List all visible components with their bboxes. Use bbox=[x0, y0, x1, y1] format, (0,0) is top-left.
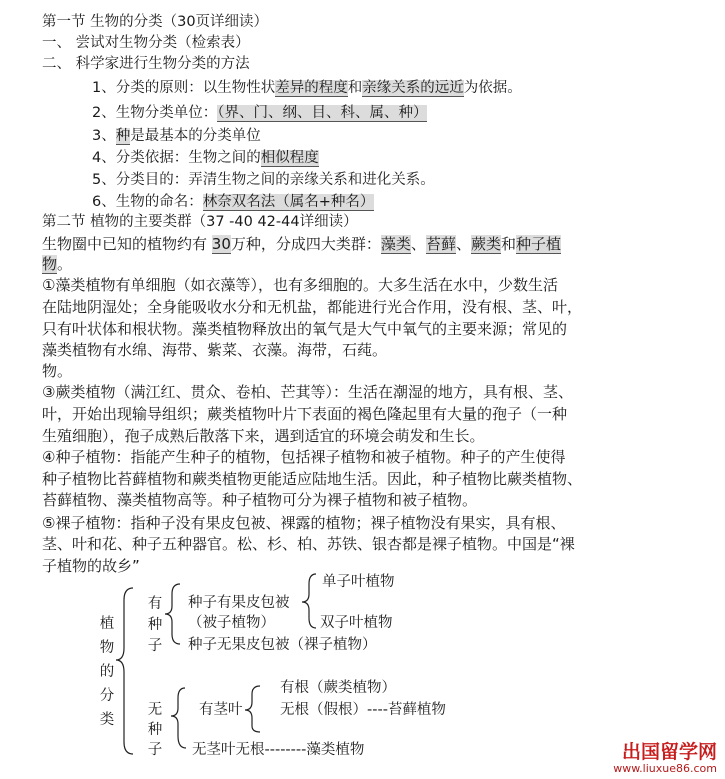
intro-text: 万种，分成四大类群： bbox=[230, 235, 381, 253]
p1-line: 只有叶状体和根状物。藻类植物释放出的氧气是大气中氧气的主要来源；常见的 bbox=[42, 320, 568, 338]
highlight-term: 藻类 bbox=[380, 235, 411, 253]
brace-seed bbox=[165, 584, 180, 644]
point-text: 5、分类目的：弄清生物之间的亲缘关系和进化关系。 bbox=[92, 172, 435, 188]
p4-line: ④种子植物：指能产生种子的植物，包括裸子植物和被子植物。种子的产生使得 bbox=[42, 448, 566, 466]
tree-seed-char: 有 bbox=[147, 596, 163, 612]
highlight-term: 相似程度 bbox=[260, 150, 319, 166]
highlight-term: 物 bbox=[42, 255, 58, 273]
point-text: 6、生物的命名： bbox=[92, 194, 203, 210]
tree-di: 双子叶植物 bbox=[320, 615, 393, 631]
tree-roots: 有根（蕨类植物） bbox=[280, 680, 396, 696]
brace-stem bbox=[245, 686, 260, 732]
brace-covered bbox=[302, 574, 316, 628]
highlight-term: 蕨类 bbox=[470, 235, 501, 253]
p4-line: 种子植物比苔藓植物和蕨类植物更能适应陆地生活。因此，种子植物比蕨类植物、 bbox=[42, 470, 583, 488]
p3-line: 生殖细胞），孢子成熟后散落下来，遇到适宜的环境会萌发和生长。 bbox=[42, 427, 485, 445]
highlight-term: 林奈双名法（属名+种名） bbox=[202, 194, 375, 210]
tree-noroots: 无根（假根）----苔藓植物 bbox=[280, 702, 446, 718]
p5-line: ⑤裸子植物：指种子没有果皮包被、裸露的植物；裸子植物没有果实，具有根、 bbox=[42, 514, 566, 532]
watermark-url: www.liuxue86.com bbox=[613, 761, 717, 775]
watermark-name: 出国留学网 bbox=[621, 741, 717, 764]
p5-line: 子植物的故乡” bbox=[42, 557, 140, 575]
highlight-term: 苔藓 bbox=[425, 235, 456, 253]
intro-text: 、 bbox=[410, 235, 426, 253]
tree-covered: 种子有果皮包被 bbox=[188, 595, 290, 611]
section2-title: 第二节 植物的主要类群（37 -40 42-44详细读） bbox=[42, 214, 358, 230]
point-text: 1、分类的原则：以生物性状 bbox=[92, 80, 276, 96]
highlight-term: 亲缘关系的远近 bbox=[362, 80, 464, 96]
point-text: 3、 bbox=[92, 128, 116, 144]
tree-seed-char: 种 bbox=[147, 617, 163, 633]
section1-item1: 一、 尝试对生物分类（检索表） bbox=[42, 35, 250, 51]
highlight-term: 30 bbox=[211, 235, 231, 253]
highlight-term: 种 bbox=[115, 128, 131, 144]
highlight-term: 差异的程度 bbox=[275, 80, 348, 96]
point-text: 为依据。 bbox=[463, 80, 522, 96]
tree-mono: 单子叶植物 bbox=[322, 574, 395, 590]
point-text: 是最基本的分类单位 bbox=[130, 128, 261, 144]
tree-stem: 有茎叶 bbox=[199, 702, 243, 718]
brace-noseed bbox=[171, 688, 186, 748]
tree-root-char: 分 bbox=[99, 688, 115, 704]
p3-line: ③蕨类植物（满江红、贯众、卷柏、芒萁等）：生活在潮湿的地方，具有根、茎、 bbox=[42, 383, 573, 401]
point-text: 2、生物分类单位： bbox=[92, 105, 218, 121]
intro-text: 和 bbox=[500, 235, 516, 253]
p5-line: 茎、叶和花、种子五种器官。松、杉、柏、苏铁、银杏都是裸子植物。中国是“裸 bbox=[42, 535, 575, 553]
highlight-term: 种子植 bbox=[515, 235, 561, 253]
p1-line: 藻类植物有水绵、海带、紫菜、衣藻。海带，石莼。 bbox=[42, 341, 388, 359]
tree-noseed-char: 无 bbox=[147, 702, 163, 718]
tree-root-char: 的 bbox=[99, 664, 115, 680]
tree-seed-char: 子 bbox=[147, 638, 163, 654]
p1-line: ①藻类植物有单细胞（如衣藻等），也有多细胞的。大多生活在水中，少数生活 bbox=[42, 276, 558, 294]
brace-root bbox=[116, 588, 133, 754]
intro-text: 生物圈中已知的植物约有 bbox=[42, 235, 212, 253]
intro-text: 、 bbox=[455, 235, 471, 253]
section1-title: 第一节 生物的分类（30页详细读） bbox=[42, 14, 269, 30]
p3-line: 叶，开始出现输导组织；蕨类植物叶片下表面的褐色隆起里有大量的孢子（一种 bbox=[42, 405, 568, 423]
intro-text: 。 bbox=[57, 255, 73, 273]
tree-nostem: 无茎叶无根--------藻类植物 bbox=[192, 742, 365, 758]
tree-root-char: 类 bbox=[99, 712, 115, 728]
tree-noseed-char: 种 bbox=[147, 722, 163, 738]
tree-root-char: 物 bbox=[99, 640, 115, 656]
p1-line: 物。 bbox=[42, 362, 73, 380]
point-text: 4、分类依据：生物之间的 bbox=[92, 150, 261, 166]
p1-line: 在陆地阴湿处；全身能吸收水分和无机盐，都能进行光合作用，没有根、茎、叶， bbox=[42, 298, 583, 316]
section1-item2: 二、 科学家进行生物分类的方法 bbox=[42, 56, 250, 72]
tree-noseed-char: 子 bbox=[147, 742, 163, 758]
tree-root-char: 植 bbox=[99, 616, 115, 632]
highlight-term: （界、门、纲、目、科、属、种） bbox=[217, 105, 428, 121]
site-watermark bbox=[613, 742, 717, 775]
p4-line: 苔藓植物、藻类植物高等。种子植物可分为裸子植物和被子植物。 bbox=[42, 491, 478, 509]
point-text: 和 bbox=[347, 80, 363, 96]
tree-naked: 种子无果皮包被（裸子植物） bbox=[188, 637, 377, 653]
tree-covered-note: （被子植物） bbox=[188, 615, 275, 631]
